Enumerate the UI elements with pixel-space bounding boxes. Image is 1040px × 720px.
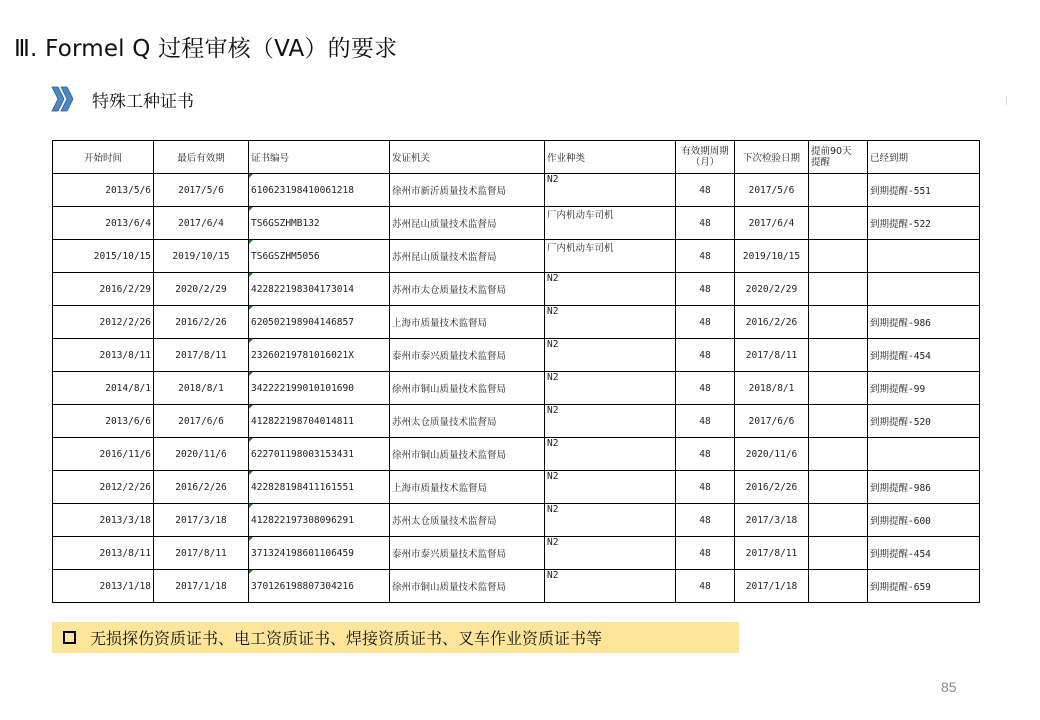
cell-expired: 到期提醒-986 bbox=[868, 471, 980, 504]
cell-start: 2012/2/26 bbox=[53, 306, 154, 339]
cell-period: 48 bbox=[676, 372, 735, 405]
cell-cert-no: 422822198304173014 bbox=[249, 273, 390, 306]
cell-job-type: N2 bbox=[545, 405, 676, 438]
column-header-remind-line2: 提醒 bbox=[811, 157, 831, 168]
cell-remind-90 bbox=[809, 438, 868, 471]
cell-job-type: N2 bbox=[545, 438, 676, 471]
cell-next-check: 2017/8/11 bbox=[735, 339, 809, 372]
cell-expired bbox=[868, 438, 980, 471]
cell-period: 48 bbox=[676, 240, 735, 273]
cell-issuer: 上海市质量技术监督局 bbox=[390, 471, 545, 504]
note-text: 无损探伤资质证书、电工资质证书、焊接资质证书、叉车作业资质证书等 bbox=[90, 629, 603, 648]
cell-period: 48 bbox=[676, 273, 735, 306]
cell-remind-90 bbox=[809, 405, 868, 438]
cell-expired: 到期提醒-454 bbox=[868, 537, 980, 570]
table-row bbox=[53, 207, 980, 240]
cell-period: 48 bbox=[676, 504, 735, 537]
cell-last-valid: 2017/8/11 bbox=[154, 537, 249, 570]
certificate-table bbox=[52, 140, 980, 603]
cell-issuer: 苏州市太仓质量技术监督局 bbox=[390, 273, 545, 306]
cell-last-valid: 2017/3/18 bbox=[154, 504, 249, 537]
cell-last-valid: 2018/8/1 bbox=[154, 372, 249, 405]
table-row bbox=[53, 570, 980, 603]
cell-period: 48 bbox=[676, 405, 735, 438]
cell-start: 2013/8/11 bbox=[53, 339, 154, 372]
cell-issuer: 徐州市铜山质量技术监督局 bbox=[390, 570, 545, 603]
cell-issuer: 上海市质量技术监督局 bbox=[390, 306, 545, 339]
cell-next-check: 2017/8/11 bbox=[735, 537, 809, 570]
cell-next-check: 2016/2/26 bbox=[735, 471, 809, 504]
table-row bbox=[53, 537, 980, 570]
column-header-last-valid: 最后有效期 bbox=[154, 141, 249, 174]
table-row bbox=[53, 339, 980, 372]
cell-expired: 到期提醒-986 bbox=[868, 306, 980, 339]
cell-expired: 到期提醒-522 bbox=[868, 207, 980, 240]
cell-job-type: N2 bbox=[545, 174, 676, 207]
cell-start: 2016/2/29 bbox=[53, 273, 154, 306]
table-row bbox=[53, 471, 980, 504]
cell-cert-no: 422828198411161551 bbox=[249, 471, 390, 504]
table-row bbox=[53, 174, 980, 207]
slide-title: Ⅲ. Formel Q 过程审核（VA）的要求 bbox=[14, 36, 398, 62]
cell-issuer: 徐州市新沂质量技术监督局 bbox=[390, 174, 545, 207]
table-row bbox=[53, 240, 980, 273]
cell-job-type: 厂内机动车司机 bbox=[545, 207, 676, 240]
cell-issuer: 苏州太仓质量技术监督局 bbox=[390, 504, 545, 537]
cell-expired: 到期提醒-99 bbox=[868, 372, 980, 405]
cell-cert-no: 620502198904146857 bbox=[249, 306, 390, 339]
cell-remind-90 bbox=[809, 339, 868, 372]
cell-next-check: 2018/8/1 bbox=[735, 372, 809, 405]
cell-next-check: 2016/2/26 bbox=[735, 306, 809, 339]
cell-last-valid: 2020/2/29 bbox=[154, 273, 249, 306]
table-row bbox=[53, 306, 980, 339]
table-header-row bbox=[53, 141, 980, 174]
double-chevron-right-icon bbox=[50, 86, 76, 112]
cell-issuer: 泰州市泰兴质量技术监督局 bbox=[390, 537, 545, 570]
column-header-remind-90 bbox=[809, 141, 868, 174]
cell-remind-90 bbox=[809, 471, 868, 504]
cell-next-check: 2017/1/18 bbox=[735, 570, 809, 603]
cell-job-type: N2 bbox=[545, 471, 676, 504]
cell-next-check: 2017/6/4 bbox=[735, 207, 809, 240]
table-row bbox=[53, 504, 980, 537]
cell-next-check: 2017/5/6 bbox=[735, 174, 809, 207]
note-banner bbox=[52, 622, 739, 653]
column-header-period bbox=[676, 141, 735, 174]
cell-last-valid: 2017/1/18 bbox=[154, 570, 249, 603]
cell-last-valid: 2017/8/11 bbox=[154, 339, 249, 372]
cell-last-valid: 2016/2/26 bbox=[154, 471, 249, 504]
cell-cert-no: TS6GSZHM5056 bbox=[249, 240, 390, 273]
cell-issuer: 苏州太仓质量技术监督局 bbox=[390, 405, 545, 438]
cell-last-valid: 2020/11/6 bbox=[154, 438, 249, 471]
cell-cert-no: 412822198704014811 bbox=[249, 405, 390, 438]
column-header-expired: 已经到期 bbox=[868, 141, 980, 174]
cell-period: 48 bbox=[676, 438, 735, 471]
cell-issuer: 徐州市铜山质量技术监督局 bbox=[390, 438, 545, 471]
cell-cert-no: 370126198807304216 bbox=[249, 570, 390, 603]
cell-issuer: 苏州昆山质量技术监督局 bbox=[390, 207, 545, 240]
cell-remind-90 bbox=[809, 174, 868, 207]
cell-next-check: 2020/2/29 bbox=[735, 273, 809, 306]
table-row bbox=[53, 405, 980, 438]
cell-last-valid: 2019/10/15 bbox=[154, 240, 249, 273]
cell-job-type: N2 bbox=[545, 504, 676, 537]
cell-start: 2016/11/6 bbox=[53, 438, 154, 471]
cell-period: 48 bbox=[676, 174, 735, 207]
cell-issuer: 苏州昆山质量技术监督局 bbox=[390, 240, 545, 273]
cell-period: 48 bbox=[676, 537, 735, 570]
cell-cert-no: 412822197308096291 bbox=[249, 504, 390, 537]
column-header-next-check: 下次检验日期 bbox=[735, 141, 809, 174]
cell-expired: 到期提醒-551 bbox=[868, 174, 980, 207]
decorative-mark bbox=[1006, 96, 1007, 105]
cell-cert-no: 371324198601106459 bbox=[249, 537, 390, 570]
cell-job-type: N2 bbox=[545, 306, 676, 339]
column-header-period-line1: 有效期周期 bbox=[681, 146, 729, 157]
table-body bbox=[53, 174, 980, 603]
column-header-period-line2: （月） bbox=[690, 157, 720, 168]
cell-start: 2015/10/15 bbox=[53, 240, 154, 273]
cell-last-valid: 2017/5/6 bbox=[154, 174, 249, 207]
cell-period: 48 bbox=[676, 471, 735, 504]
column-header-job-type: 作业种类 bbox=[545, 141, 676, 174]
cell-remind-90 bbox=[809, 537, 868, 570]
cell-start: 2013/1/18 bbox=[53, 570, 154, 603]
cell-period: 48 bbox=[676, 306, 735, 339]
cell-remind-90 bbox=[809, 570, 868, 603]
cell-remind-90 bbox=[809, 306, 868, 339]
cell-remind-90 bbox=[809, 240, 868, 273]
cell-issuer: 泰州市泰兴质量技术监督局 bbox=[390, 339, 545, 372]
cell-cert-no: TS6GSZHMB132 bbox=[249, 207, 390, 240]
cell-cert-no: 610623198410061218 bbox=[249, 174, 390, 207]
section-heading-text: 特殊工种证书 bbox=[92, 91, 194, 112]
cell-start: 2013/6/6 bbox=[53, 405, 154, 438]
cell-remind-90 bbox=[809, 273, 868, 306]
cell-next-check: 2017/6/6 bbox=[735, 405, 809, 438]
cell-expired bbox=[868, 273, 980, 306]
cell-job-type: 厂内机动车司机 bbox=[545, 240, 676, 273]
cell-job-type: N2 bbox=[545, 570, 676, 603]
hollow-square-bullet-icon bbox=[63, 631, 76, 644]
cell-expired: 到期提醒-454 bbox=[868, 339, 980, 372]
cell-job-type: N2 bbox=[545, 339, 676, 372]
cell-next-check: 2020/11/6 bbox=[735, 438, 809, 471]
table-row bbox=[53, 438, 980, 471]
cell-last-valid: 2017/6/4 bbox=[154, 207, 249, 240]
cell-cert-no: 23260219781016021X bbox=[249, 339, 390, 372]
cell-start: 2013/8/11 bbox=[53, 537, 154, 570]
cell-period: 48 bbox=[676, 207, 735, 240]
cell-expired: 到期提醒-659 bbox=[868, 570, 980, 603]
cell-job-type: N2 bbox=[545, 537, 676, 570]
cell-start: 2013/3/18 bbox=[53, 504, 154, 537]
table-row bbox=[53, 372, 980, 405]
column-header-start: 开始时间 bbox=[53, 141, 154, 174]
cell-job-type: N2 bbox=[545, 372, 676, 405]
cell-expired: 到期提醒-520 bbox=[868, 405, 980, 438]
cell-start: 2012/2/26 bbox=[53, 471, 154, 504]
page-number: 85 bbox=[941, 679, 957, 695]
column-header-issuer: 发证机关 bbox=[390, 141, 545, 174]
cell-remind-90 bbox=[809, 504, 868, 537]
cell-period: 48 bbox=[676, 339, 735, 372]
cell-remind-90 bbox=[809, 207, 868, 240]
cell-remind-90 bbox=[809, 372, 868, 405]
section-heading bbox=[50, 86, 194, 112]
cell-last-valid: 2016/2/26 bbox=[154, 306, 249, 339]
table-row bbox=[53, 273, 980, 306]
cell-cert-no: 342222199010101690 bbox=[249, 372, 390, 405]
cell-job-type: N2 bbox=[545, 273, 676, 306]
cell-start: 2014/8/1 bbox=[53, 372, 154, 405]
cell-last-valid: 2017/6/6 bbox=[154, 405, 249, 438]
cell-start: 2013/5/6 bbox=[53, 174, 154, 207]
cell-next-check: 2017/3/18 bbox=[735, 504, 809, 537]
cell-start: 2013/6/4 bbox=[53, 207, 154, 240]
cell-cert-no: 622701198003153431 bbox=[249, 438, 390, 471]
cell-expired bbox=[868, 240, 980, 273]
cell-expired: 到期提醒-600 bbox=[868, 504, 980, 537]
column-header-remind-line1: 提前90天 bbox=[811, 146, 852, 157]
cell-period: 48 bbox=[676, 570, 735, 603]
cell-issuer: 徐州市铜山质量技术监督局 bbox=[390, 372, 545, 405]
cell-next-check: 2019/10/15 bbox=[735, 240, 809, 273]
column-header-cert-no: 证书编号 bbox=[249, 141, 390, 174]
